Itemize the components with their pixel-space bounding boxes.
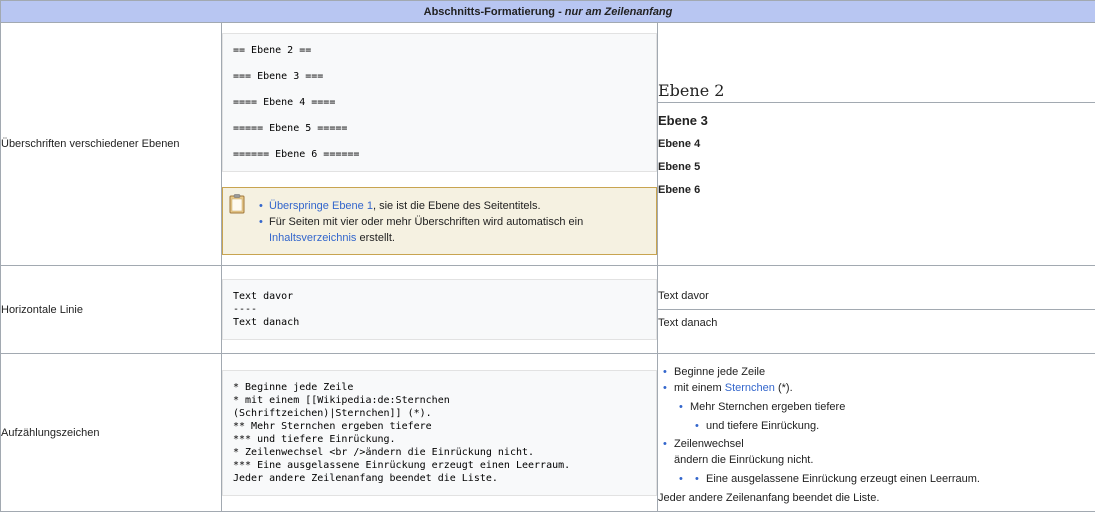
code-line: == Ebene 2 == <box>233 44 646 57</box>
list-item-text: mit einem <box>674 382 725 394</box>
table-row <box>1 266 1095 354</box>
code-line: === Ebene 3 === <box>233 70 646 83</box>
rendered-horizontal-rule <box>658 309 1095 310</box>
row-label-headings: Überschriften verschiedener Ebenen <box>1 23 222 266</box>
nested-list <box>674 399 1095 434</box>
notice-text: , sie ist die Ebene des Seitentitels. <box>373 200 541 212</box>
row-label-list: Aufzählungszeichen <box>1 354 222 512</box>
row-label-hr: Horizontale Linie <box>1 266 222 354</box>
rendered-text-before: Text davor <box>658 289 1095 304</box>
list-item-text: (*). <box>775 382 793 394</box>
nested-list <box>690 471 1095 487</box>
code-line: ==== Ebene 4 ==== <box>233 96 646 109</box>
list-item <box>690 471 1095 487</box>
notice-item <box>269 198 648 214</box>
notice-list <box>257 198 648 246</box>
list-item-text: ändern die Einrückung nicht. <box>674 454 813 466</box>
rendered-text-after: Text danach <box>658 316 1095 331</box>
table-row <box>1 23 1095 266</box>
header-title-bold: Abschnitts-Formatierung - <box>424 6 565 18</box>
code-cell-headings <box>222 23 658 266</box>
code-line: ===== Ebene 5 ===== <box>233 122 646 135</box>
notice-text: Für Seiten mit vier oder mehr Überschriften wird automatisch ein <box>269 216 583 228</box>
rendered-heading-2: Ebene 2 <box>658 81 1095 103</box>
rendered-heading-6: Ebene 6 <box>658 184 1095 196</box>
skip-level-link[interactable]: Überspringe Ebene 1 <box>269 200 373 212</box>
code-cell-hr <box>222 266 658 354</box>
clipboard-icon <box>229 194 245 214</box>
list-item <box>674 380 1095 434</box>
list-item-text: Mehr Sternchen ergeben tiefere <box>690 401 845 413</box>
rendered-list <box>658 364 1095 487</box>
list-item-text: Zeilenwechsel <box>674 438 744 450</box>
list-item: • • Eine ausgelassene Einrückung erzeugt einen Leerraum. <box>706 471 1095 487</box>
code-block-hr: Text davor ---- Text danach <box>222 279 657 340</box>
code-block-headings <box>222 33 657 172</box>
nested-list <box>690 418 1095 434</box>
render-cell-hr <box>658 266 1095 354</box>
rendered-heading-3: Ebene 3 <box>658 113 1095 128</box>
render-cell-list <box>658 354 1095 512</box>
list-item <box>674 436 1095 487</box>
header-title-italic: nur am Zeilenanfang <box>565 6 673 18</box>
code-line: ====== Ebene 6 ====== <box>233 148 646 161</box>
asterisk-link[interactable]: Sternchen <box>725 382 775 394</box>
nested-list <box>674 471 1095 487</box>
list-item: • und tiefere Einrückung. <box>706 418 1095 434</box>
table-header <box>1 1 1095 23</box>
notice-box <box>222 187 657 255</box>
notice-item <box>269 214 648 246</box>
notice-text: erstellt. <box>356 232 395 244</box>
code-cell-list <box>222 354 658 512</box>
render-cell-headings <box>658 23 1095 266</box>
rendered-heading-5: Ebene 5 <box>658 161 1095 173</box>
rendered-list-trailing: Jeder andere Zeilenanfang beendet die Liste. <box>658 491 1095 506</box>
table-row <box>1 354 1095 512</box>
list-item <box>690 399 1095 434</box>
list-item: • Beginne jede Zeile <box>674 364 1095 380</box>
rendered-heading-4: Ebene 4 <box>658 138 1095 150</box>
toc-link[interactable]: Inhaltsverzeichnis <box>269 232 356 244</box>
code-block-list: * Beginne jede Zeile * mit einem [[Wikipedia:de:Sternchen (Schriftzeichen)|Sternchen]] (*). ** Mehr Sternchen ergeben tiefere *** und tiefere Einrückung. * Zeilenwechsel <br />ändern die Einrückung nicht. *** Eine ausgelassene Einrückung erzeugt einen Leerraum. Jeder andere Zeilenanfang beendet die Liste. <box>222 370 657 496</box>
